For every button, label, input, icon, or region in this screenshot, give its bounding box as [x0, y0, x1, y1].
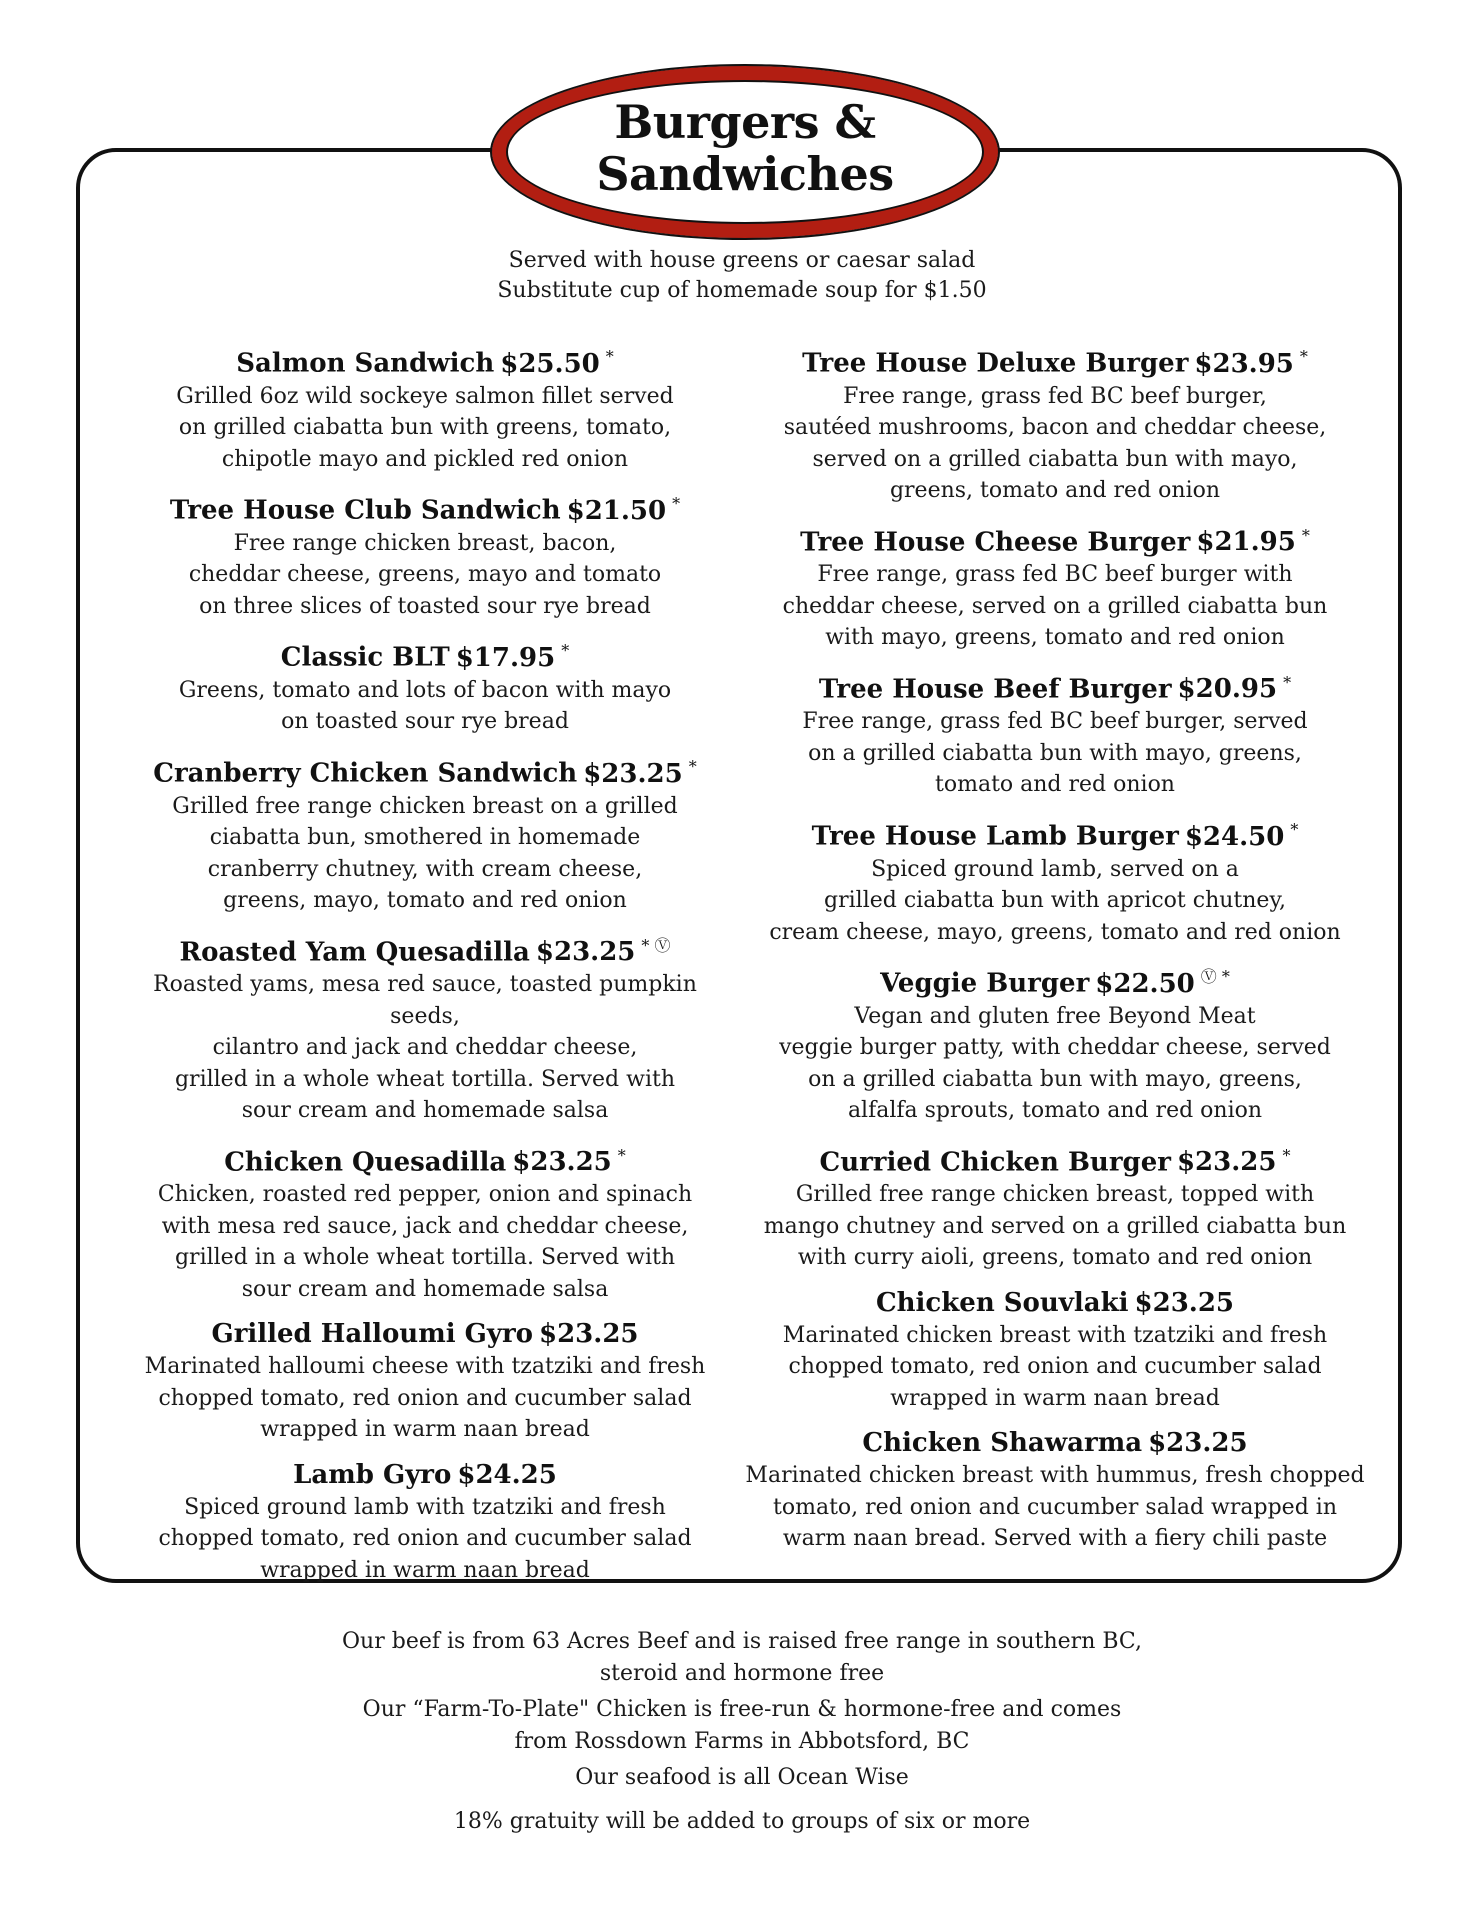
menu-item-description [120, 381, 730, 476]
intro-line-2: Substitute cup of homemade soup for $1.50 [497, 278, 987, 303]
menu-item-marks: Ⓥ * [1200, 967, 1230, 987]
menu-item [740, 1426, 1370, 1555]
menu-item-price: $24.50 [1184, 821, 1285, 852]
menu-item-marks: * [1301, 525, 1310, 545]
menu-item-price: $25.50 [500, 348, 600, 379]
description-line: cream cheese, mayo, greens, tomato and red onion [769, 919, 1341, 945]
description-line: Greens, tomato and lots of bacon with mayo [178, 677, 672, 703]
menu-item-description [120, 1179, 730, 1305]
menu-item-heading [740, 960, 1370, 1001]
menu-item-description [120, 1351, 730, 1446]
description-line: served on a grilled ciabatta bun with mayo, [812, 446, 1298, 472]
menu-item-name: Grilled Halloumi Gyro [211, 1319, 533, 1350]
description-line: on toasted sour rye bread [281, 709, 569, 735]
description-line: Roasted yams, mesa red sauce, toasted pumpkin seeds, [153, 972, 697, 1029]
chicken-note-line-1: Our “Farm-To-Plate" Chicken is free-run & hormone-free and comes [362, 1697, 1122, 1722]
description-line: alfalfa sprouts, tomato and red onion [847, 1098, 1263, 1124]
menu-item-price: $17.95 [455, 642, 556, 673]
description-line: Grilled free range chicken breast, topped with [795, 1182, 1315, 1208]
description-line: with mesa red sauce, jack and cheddar cheese, [161, 1213, 689, 1239]
menu-item-marks: * [617, 1145, 626, 1165]
menu-item-price: $20.95 [1177, 674, 1278, 705]
menu-item-marks: * [672, 494, 681, 514]
gratuity-note: 18% gratuity will be added to groups of six or more [453, 1809, 1031, 1834]
menu-item-name: Classic BLT [280, 642, 450, 673]
description-line: Spiced ground lamb, served on a [871, 856, 1239, 882]
description-line: cheddar cheese, served on a grilled ciabatta bun [782, 593, 1328, 619]
menu-item-name: Chicken Shawarma [862, 1428, 1143, 1459]
menu-item-description [120, 1492, 730, 1587]
menu-item-heading [120, 1139, 730, 1180]
menu-item-price: $21.50 [566, 495, 667, 526]
menu-item-price: $22.50 [1095, 968, 1195, 999]
menu-item-description [120, 528, 730, 623]
menu-item [120, 1139, 730, 1306]
menu-item-heading [740, 1286, 1370, 1320]
menu-item-heading [120, 750, 730, 791]
menu-item-name: Salmon Sandwich [236, 348, 495, 379]
menu-item-heading [120, 487, 730, 528]
menu-item-name: Curried Chicken Burger [819, 1147, 1171, 1178]
description-line: Spiced ground lamb with tzatziki and fresh [184, 1494, 666, 1520]
description-line: Marinated chicken breast with tzatziki and fresh [782, 1322, 1328, 1348]
menu-item-heading [120, 340, 730, 381]
description-line: Chicken, roasted red pepper, onion and spinach [157, 1182, 693, 1208]
menu-item [120, 1458, 730, 1587]
description-line: Grilled 6oz wild sockeye salmon fillet served [176, 383, 674, 409]
menu-item-description [740, 854, 1370, 949]
description-line: grilled ciabatta bun with apricot chutney, [824, 888, 1286, 914]
left-column [120, 340, 730, 1598]
menu-item-name: Tree House Deluxe Burger [802, 348, 1189, 379]
menu-item [120, 340, 730, 475]
menu-item-marks: * [1299, 347, 1308, 366]
menu-item-description [740, 381, 1370, 507]
menu-item-heading [740, 519, 1370, 560]
menu-item-description [740, 1460, 1370, 1555]
description-line: greens, mayo, tomato and red onion [223, 888, 627, 914]
description-line: with mayo, greens, tomato and red onion [825, 625, 1285, 651]
menu-item-name: Tree House Club Sandwich [169, 495, 561, 526]
menu-item-name: Tree House Lamb Burger [811, 821, 1179, 852]
description-line: Grilled free range chicken breast on a grilled [172, 793, 678, 819]
menu-item [120, 487, 730, 622]
menu-item [740, 960, 1370, 1127]
menu-item-heading [740, 813, 1370, 854]
menu-item-price: $23.25 [1134, 1287, 1235, 1318]
title-line-2: Sandwiches [596, 147, 894, 201]
description-line: warm naan bread. Served with a fiery chili paste [782, 1526, 1328, 1552]
menu-item-marks: * [1282, 1145, 1291, 1165]
description-line: Free range, grass fed BC beef burger with [817, 562, 1293, 588]
description-line: Marinated chicken breast with hummus, fresh chopped [745, 1463, 1365, 1489]
description-line: on three slices of toasted sour rye bread [199, 593, 651, 619]
description-line: Vegan and gluten free Beyond Meat [854, 1003, 1256, 1029]
chicken-note-line-2: from Rossdown Farms in Abbotsford, BC [514, 1729, 970, 1754]
intro-note [0, 246, 1484, 306]
description-line: grilled in a whole wheat tortilla. Served with [174, 1066, 676, 1092]
description-line: on grilled ciabatta bun with greens, tomato, [178, 415, 672, 441]
menu-item-heading [740, 340, 1370, 381]
menu-item-description [120, 675, 730, 738]
menu-item [120, 1317, 730, 1446]
menu-item-description [740, 706, 1370, 801]
menu-item-marks: * Ⓥ [641, 935, 671, 955]
menu-item-price: $23.25 [1148, 1428, 1248, 1459]
description-line: chipotle mayo and pickled red onion [221, 446, 629, 472]
beef-note [0, 1626, 1484, 1690]
menu-item [740, 1139, 1370, 1274]
menu-item-heading [120, 929, 730, 970]
description-line: chopped tomato, red onion and cucumber salad [158, 1385, 692, 1411]
right-column [740, 340, 1370, 1567]
menu-item [120, 750, 730, 917]
description-line: on a grilled ciabatta bun with mayo, greens, [808, 1066, 1302, 1092]
menu-item-price: $23.25 [583, 758, 683, 789]
menu-item-name: Chicken Souvlaki [875, 1287, 1129, 1318]
menu-item-name: Veggie Burger [880, 968, 1090, 999]
menu-item-name: Chicken Quesadilla [224, 1147, 507, 1178]
menu-item-description [740, 1320, 1370, 1415]
description-line: sour cream and homemade salsa [241, 1098, 609, 1124]
menu-item [120, 929, 730, 1127]
description-line: sautéed mushrooms, bacon and cheddar cheese, [783, 415, 1327, 441]
page-title [492, 96, 998, 200]
menu-item-name: Cranberry Chicken Sandwich [153, 758, 578, 789]
menu-item-price: $23.25 [1176, 1147, 1277, 1178]
menu-item [740, 1286, 1370, 1415]
description-line: on a grilled ciabatta bun with mayo, greens, [808, 740, 1302, 766]
menu-item-name: Lamb Gyro [293, 1459, 452, 1490]
menu-item-marks: * [688, 756, 697, 776]
menu-item-description [120, 791, 730, 917]
intro-line-1: Served with house greens or caesar salad [508, 248, 976, 273]
description-line: cranberry chutney, with cream cheese, [207, 856, 643, 882]
menu-item-name: Tree House Cheese Burger [800, 527, 1191, 558]
menu-item [740, 813, 1370, 948]
footer-notes [0, 1626, 1484, 1838]
menu-item-heading [120, 1458, 730, 1492]
description-line: cheddar cheese, greens, mayo and tomato [188, 562, 662, 588]
menu-item-heading [740, 1139, 1370, 1180]
description-line: Free range chicken breast, bacon, [233, 530, 617, 556]
chicken-note [0, 1694, 1484, 1758]
menu-item [740, 519, 1370, 654]
description-line: cilantro and jack and cheddar cheese, [212, 1035, 638, 1061]
description-line: sour cream and homemade salsa [241, 1276, 609, 1302]
title-line-1: Burgers & [614, 95, 876, 149]
menu-item-price: $23.25 [512, 1147, 612, 1178]
description-line: wrapped in warm naan bread [890, 1385, 1220, 1411]
menu-item-price: $23.95 [1194, 348, 1294, 379]
description-line: Marinated halloumi cheese with tzatziki and fresh [144, 1354, 706, 1380]
menu-item-name: Roasted Yam Quesadilla [179, 937, 530, 968]
description-line: with curry aioli, greens, tomato and red onion [797, 1245, 1313, 1271]
description-line: chopped tomato, red onion and cucumber salad [158, 1526, 692, 1552]
menu-item [740, 666, 1370, 801]
description-line: Free range, grass fed BC beef burger, [843, 383, 1267, 409]
menu-item-heading [740, 666, 1370, 707]
menu-item-description [740, 1001, 1370, 1127]
menu-item-marks: * [1290, 819, 1299, 839]
description-line: Free range, grass fed BC beef burger, served [802, 709, 1308, 735]
menu-item-marks: * [605, 347, 614, 366]
description-line: veggie burger patty, with cheddar cheese, served [779, 1035, 1331, 1061]
menu-item-price: $24.25 [457, 1459, 557, 1490]
seafood-note: Our seafood is all Ocean Wise [575, 1765, 909, 1790]
menu-item-price: $23.25 [535, 937, 636, 968]
menu-item-name: Tree House Beef Burger [818, 674, 1172, 705]
description-line: wrapped in warm naan bread [260, 1417, 590, 1443]
menu-item-description [120, 969, 730, 1127]
description-line: grilled in a whole wheat tortilla. Served with [174, 1245, 676, 1271]
menu-item-heading [120, 634, 730, 675]
menu-item [740, 340, 1370, 507]
description-line: wrapped in warm naan bread [260, 1557, 590, 1583]
menu-item [120, 634, 730, 738]
description-line: mango chutney and served on a grilled ciabatta bun [763, 1213, 1347, 1239]
description-line: tomato, red onion and cucumber salad wrapped in [773, 1494, 1337, 1520]
menu-item-price: $23.25 [539, 1319, 639, 1350]
description-line: chopped tomato, red onion and cucumber salad [788, 1354, 1322, 1380]
description-line: tomato and red onion [935, 772, 1175, 798]
beef-note-line-1: Our beef is from 63 Acres Beef and is raised free range in southern BC, [342, 1629, 1142, 1654]
menu-item-marks: * [561, 641, 570, 661]
beef-note-line-2: steroid and hormone free [599, 1661, 885, 1686]
menu-item-description [740, 1179, 1370, 1274]
menu-item-heading [740, 1426, 1370, 1460]
menu-item-description [740, 559, 1370, 654]
description-line: greens, tomato and red onion [889, 478, 1221, 504]
menu-item-marks: * [1283, 672, 1292, 692]
menu-item-price: $21.95 [1196, 527, 1296, 558]
menu-item-heading [120, 1317, 730, 1351]
title-oval [490, 64, 1000, 240]
description-line: ciabatta bun, smothered in homemade [209, 825, 641, 851]
